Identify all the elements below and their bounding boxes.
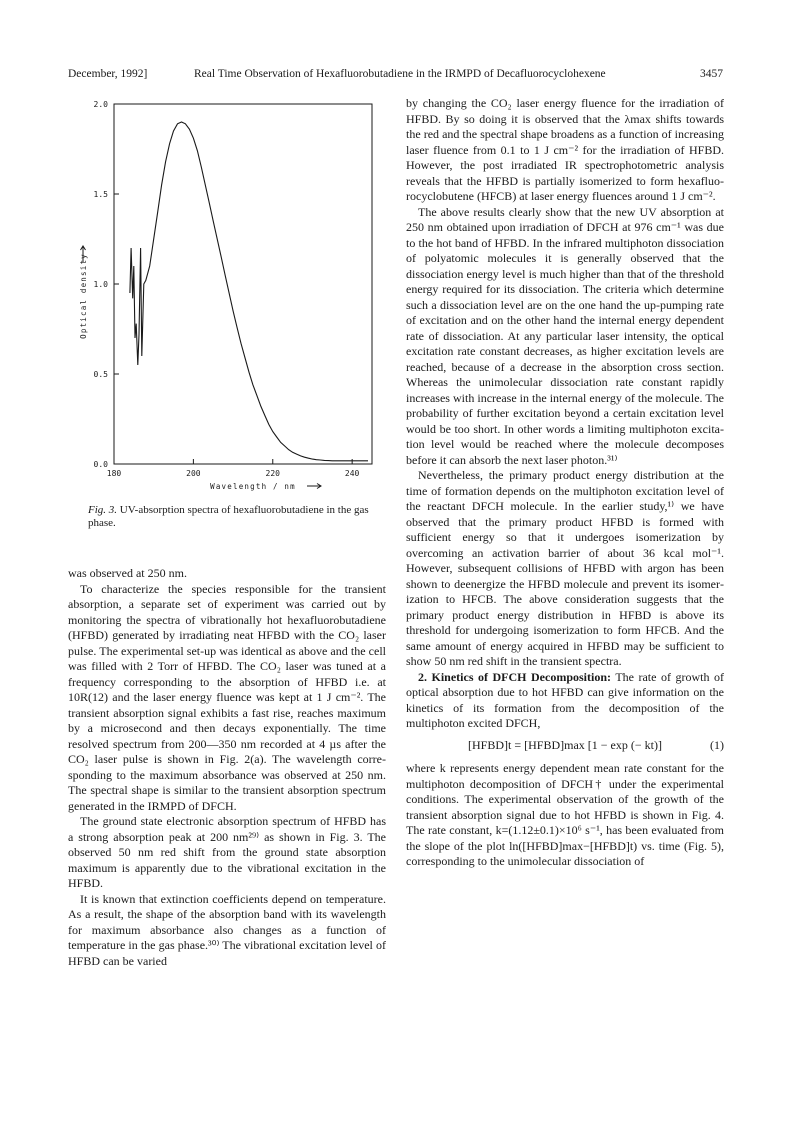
- equation-number: (1): [710, 737, 724, 752]
- y-tick-label: 0.5: [93, 370, 108, 379]
- y-axis-label: Optical density: [79, 253, 88, 339]
- equation-1: [406, 738, 724, 754]
- figure-caption-label: Fig. 3.: [88, 504, 118, 516]
- header-date: December, 1992]: [68, 68, 148, 80]
- y-tick-label: 0.0: [93, 460, 108, 469]
- x-tick-label: 200: [186, 469, 201, 478]
- x-tick-label: 180: [106, 469, 122, 478]
- x-tick-label: 240: [344, 469, 360, 478]
- paragraph: Nevertheless, the primary product energy distribution at the time of formation depends on the multiphoton excitation level of the reactant DFCH molecule. In the earlier study,¹⁾ we have observed that the primary product HFBD is formed with sufficient energy so that it undergoes isomerization by overcoming an activation barrier of about 36 kcal mol⁻¹. However, subsequent collisions of HFBD with argon has been shown to deenergize the HFBD molecule and prevent its isomerization to HFCB. The above consideration suggests that the primary product energy distribution in HFBD is above its threshold for undergoing isomerization to form HFCB. And the same amount of energy acquired in HFBD may be sufficient to show 50 nm red shift in the transient spectra.: [406, 468, 724, 668]
- x-axis-label: Wavelength / nm: [210, 482, 296, 491]
- figure-3: [68, 94, 386, 564]
- equation-text: [HFBD]t = [HFBD]max [1 − exp (− kt)]: [468, 737, 662, 752]
- left-column: [68, 566, 386, 969]
- section-heading: 2. Kinetics of DFCH Decomposition:: [418, 669, 612, 684]
- paragraph: It is known that extinction coefficients depend on temperature. As a result, the shape of the absorption band with its wavelength for maximum absorbance also changes as a function of temperature in the gas phase.³⁰⁾ The vibrational excitation level of HFBD can be varied: [68, 891, 386, 968]
- paragraph: where k represents energy dependent mean rate constant for the multiphoton decomposition of DFCH† under the experimental conditions. The experimental observation of the growth of the transient absorption signal due to hot HFBD is shown in Fig. 4. The rate constant, k=(1.12±0.1)×10⁶ s⁻¹, has been evaluated from the slope of the plot ln([HFBD]max−[HFBD]t) vs. time (Fig. 5), corresponding to the unimolecular dissociation of: [406, 761, 724, 868]
- y-tick-label: 1.5: [93, 190, 108, 199]
- x-axis-arrow: [307, 484, 321, 489]
- page-number: 3457: [700, 68, 723, 80]
- x-tick-label: 220: [265, 469, 280, 478]
- running-header: [68, 68, 723, 84]
- uv-absorption-chart: [68, 94, 386, 494]
- paragraph-text: The rate of growth of optical absorption due to hot HFBD can give information on the kinetics of its formation from the decomposition of the multiphoton excited DFCH,: [406, 669, 724, 730]
- paragraph: The above results clearly show that the new UV absorption at 250 nm obtained upon irradiation of DFCH at 976 cm⁻¹ was due to the hot band of HFBD. In the infrared multiphoton dissociation of polyatomic molecules it is generally observed that the dissociation energy level is much higher than that of the threshold energy required for its dissociation. The criteria which determine such a dissociation level are on the one hand the up-pumping rate of excitation and on the other hand the internal energy dependent rate of dissociation. At any particular laser intensity, the optical excitation rate constant decreases, as higher excitation levels are reached, because of a decrease in the absorption cross section. Whereas the unimolecular dissociation rate constant rapidly increases with increase in the internal energy of the molecule. The probability of further excitation beyond a certain excitation level would be too short. In other words a limiting multiphoton excitation level would be reached where the molecule decomposes before it can absorb the next laser photon.³¹⁾: [406, 204, 724, 467]
- paragraph: To characterize the species responsible for the transient absorption, a separate set of experiment was carried out by monitoring the spectra of vibrationally hot hexafluorobutadiene (HFBD) generated by irradiating neat HFBD with the CO₂ laser pulse. The experimental set-up was identical as above and the cell was filled with 2 Torr of HFBD. The CO₂ laser was tuned at a frequency corresponding to the absorption of HFBD i.e. at 10R(12) and the laser energy fluence was kept at 1 J cm⁻². The transient absorption signal exhibits a fast rise, reaches maximum by a microsecond and then decays exponentially. The time resolved spectrum from 200—350 nm recorded at 4 µs after the CO₂ laser pulse is shown in Fig. 2(a). The wavelength corresponding to the maximum absorbance was observed at 250 nm. The spectral shape is similar to the transient absorption spectrum generated in the IRMPD of DFCH.: [68, 581, 386, 813]
- figure-caption-text: UV-absorption spectra of hexafluorobutadiene in the gas phase.: [88, 504, 369, 529]
- header-title: Real Time Observation of Hexafluorobutadiene in the IRMPD of Decafluorocyclohexene: [194, 68, 606, 80]
- paragraph: The ground state electronic absorption spectrum of HFBD has a strong absorption peak at 200 nm²⁹⁾ as shown in Fig. 3. The observed 50 nm red shift from the ground state absorption maximum is apparently due to the vibrational excitation in the HFBD.: [68, 814, 386, 890]
- y-tick-label: 2.0: [93, 100, 108, 109]
- figure-caption: [88, 504, 378, 530]
- plot-frame: [114, 104, 372, 464]
- absorption-curve: [130, 122, 368, 461]
- paragraph: by changing the CO₂ laser energy fluence for the irradiation of HFBD. By so doing it is observed that the λmax shifts towards the red and the spectral shape broadens as a function of increasing laser fluence from 0.1 to 1 J cm⁻² for the irradiation of HFBD. However, the post irradiated IR spectrophotometric analysis reveals that the HFBD is partially isomerized to form hexafluorocyclobutene (HFCB) at laser energy fluences around 1 J cm⁻².: [406, 96, 724, 203]
- paragraph: was observed at 250 nm.: [68, 566, 187, 580]
- right-column: [406, 96, 724, 870]
- y-tick-label: 1.0: [93, 280, 108, 289]
- section-paragraph: [406, 670, 724, 732]
